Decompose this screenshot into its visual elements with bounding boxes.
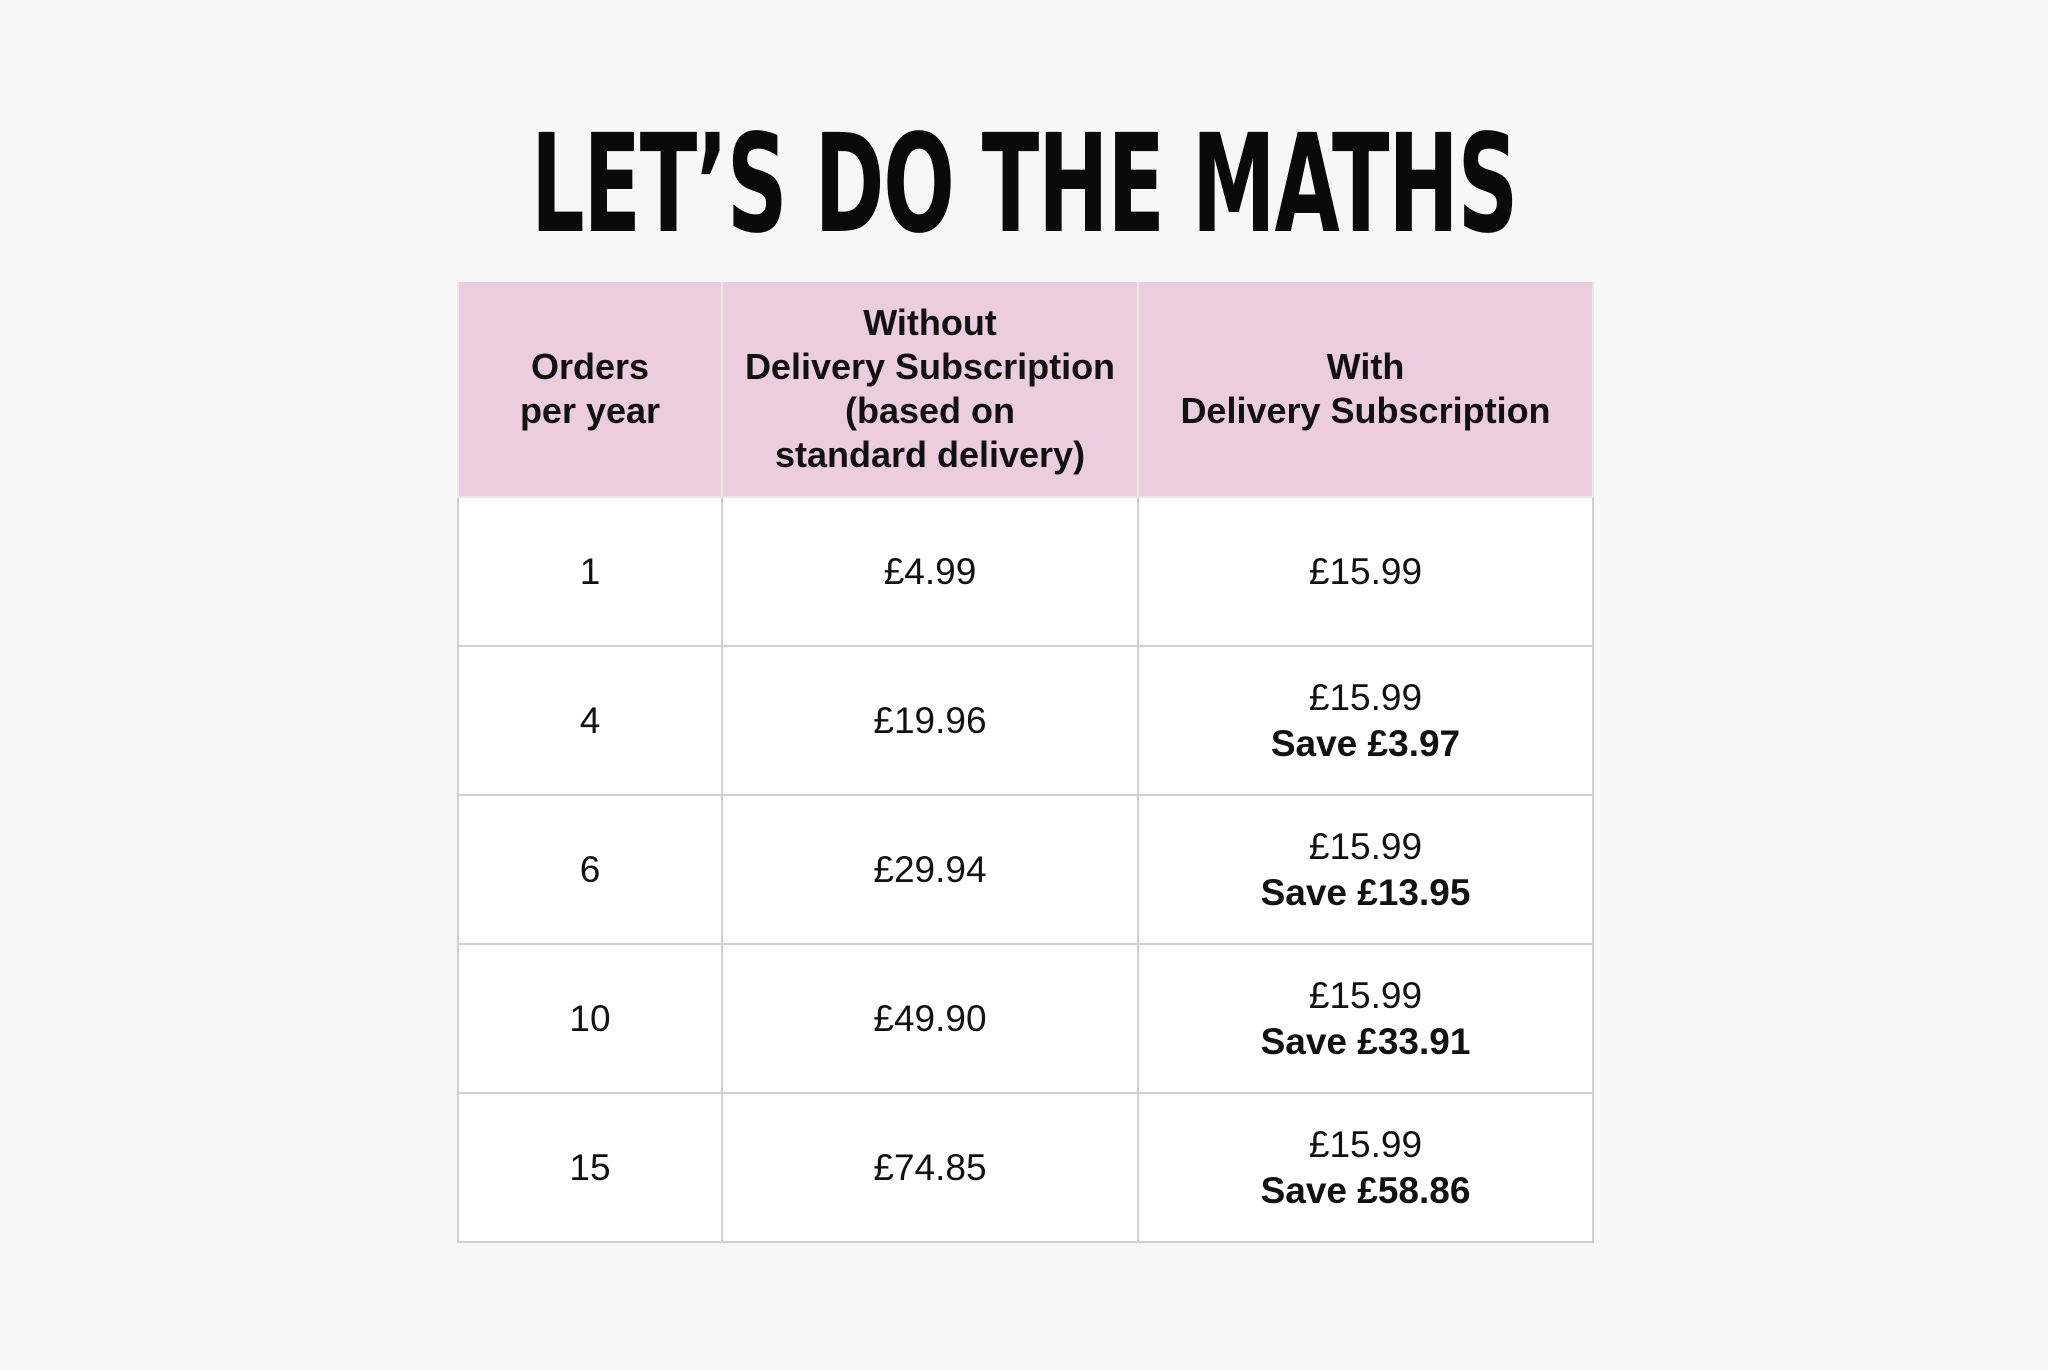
table-header-row [458, 282, 1593, 497]
cell-saving: Save £13.95 [1260, 871, 1471, 913]
cell-orders: 4 [458, 646, 722, 795]
header-line: Delivery Subscription [1180, 390, 1551, 431]
table-row [458, 497, 1593, 646]
cell-with-price: £15.99 [1308, 1123, 1423, 1165]
table-row [458, 646, 1593, 795]
cell-with-price: £15.99 [1308, 676, 1423, 718]
pricing-comparison-table [457, 282, 1594, 1243]
cell-orders: 1 [458, 497, 722, 646]
cell-saving: Save £58.86 [1260, 1169, 1471, 1211]
cell-with [1138, 646, 1593, 795]
header-line: Without [863, 302, 997, 343]
cell-orders: 15 [458, 1093, 722, 1242]
header-line: per year [519, 390, 661, 431]
header-line: Orders [530, 346, 650, 387]
table-row [458, 1093, 1593, 1242]
header-without-subscription [722, 282, 1138, 497]
cell-without-price: £29.94 [722, 795, 1138, 944]
cell-orders: 6 [458, 795, 722, 944]
cell-without-price: £4.99 [722, 497, 1138, 646]
header-line: (based on [844, 390, 1015, 431]
cell-with [1138, 1093, 1593, 1242]
cell-without-price: £19.96 [722, 646, 1138, 795]
table-row [458, 795, 1593, 944]
page-title: LET’S DO THE MATHS [530, 106, 1518, 264]
cell-with-price: £15.99 [1308, 550, 1423, 592]
cell-with-price: £15.99 [1308, 825, 1423, 867]
cell-with [1138, 795, 1593, 944]
header-orders-per-year [458, 282, 722, 497]
cell-orders: 10 [458, 944, 722, 1093]
header-line: Delivery Subscription [744, 346, 1116, 387]
header-line: With [1326, 346, 1405, 387]
header-line: standard delivery) [774, 434, 1086, 475]
cell-saving: Save £33.91 [1260, 1020, 1471, 1062]
cell-saving: Save £3.97 [1270, 722, 1461, 764]
cell-without-price: £74.85 [722, 1093, 1138, 1242]
cell-without-price: £49.90 [722, 944, 1138, 1093]
header-with-subscription [1138, 282, 1593, 497]
cell-with [1138, 944, 1593, 1093]
table-row [458, 944, 1593, 1093]
cell-with-price: £15.99 [1308, 974, 1423, 1016]
cell-with [1138, 497, 1593, 646]
